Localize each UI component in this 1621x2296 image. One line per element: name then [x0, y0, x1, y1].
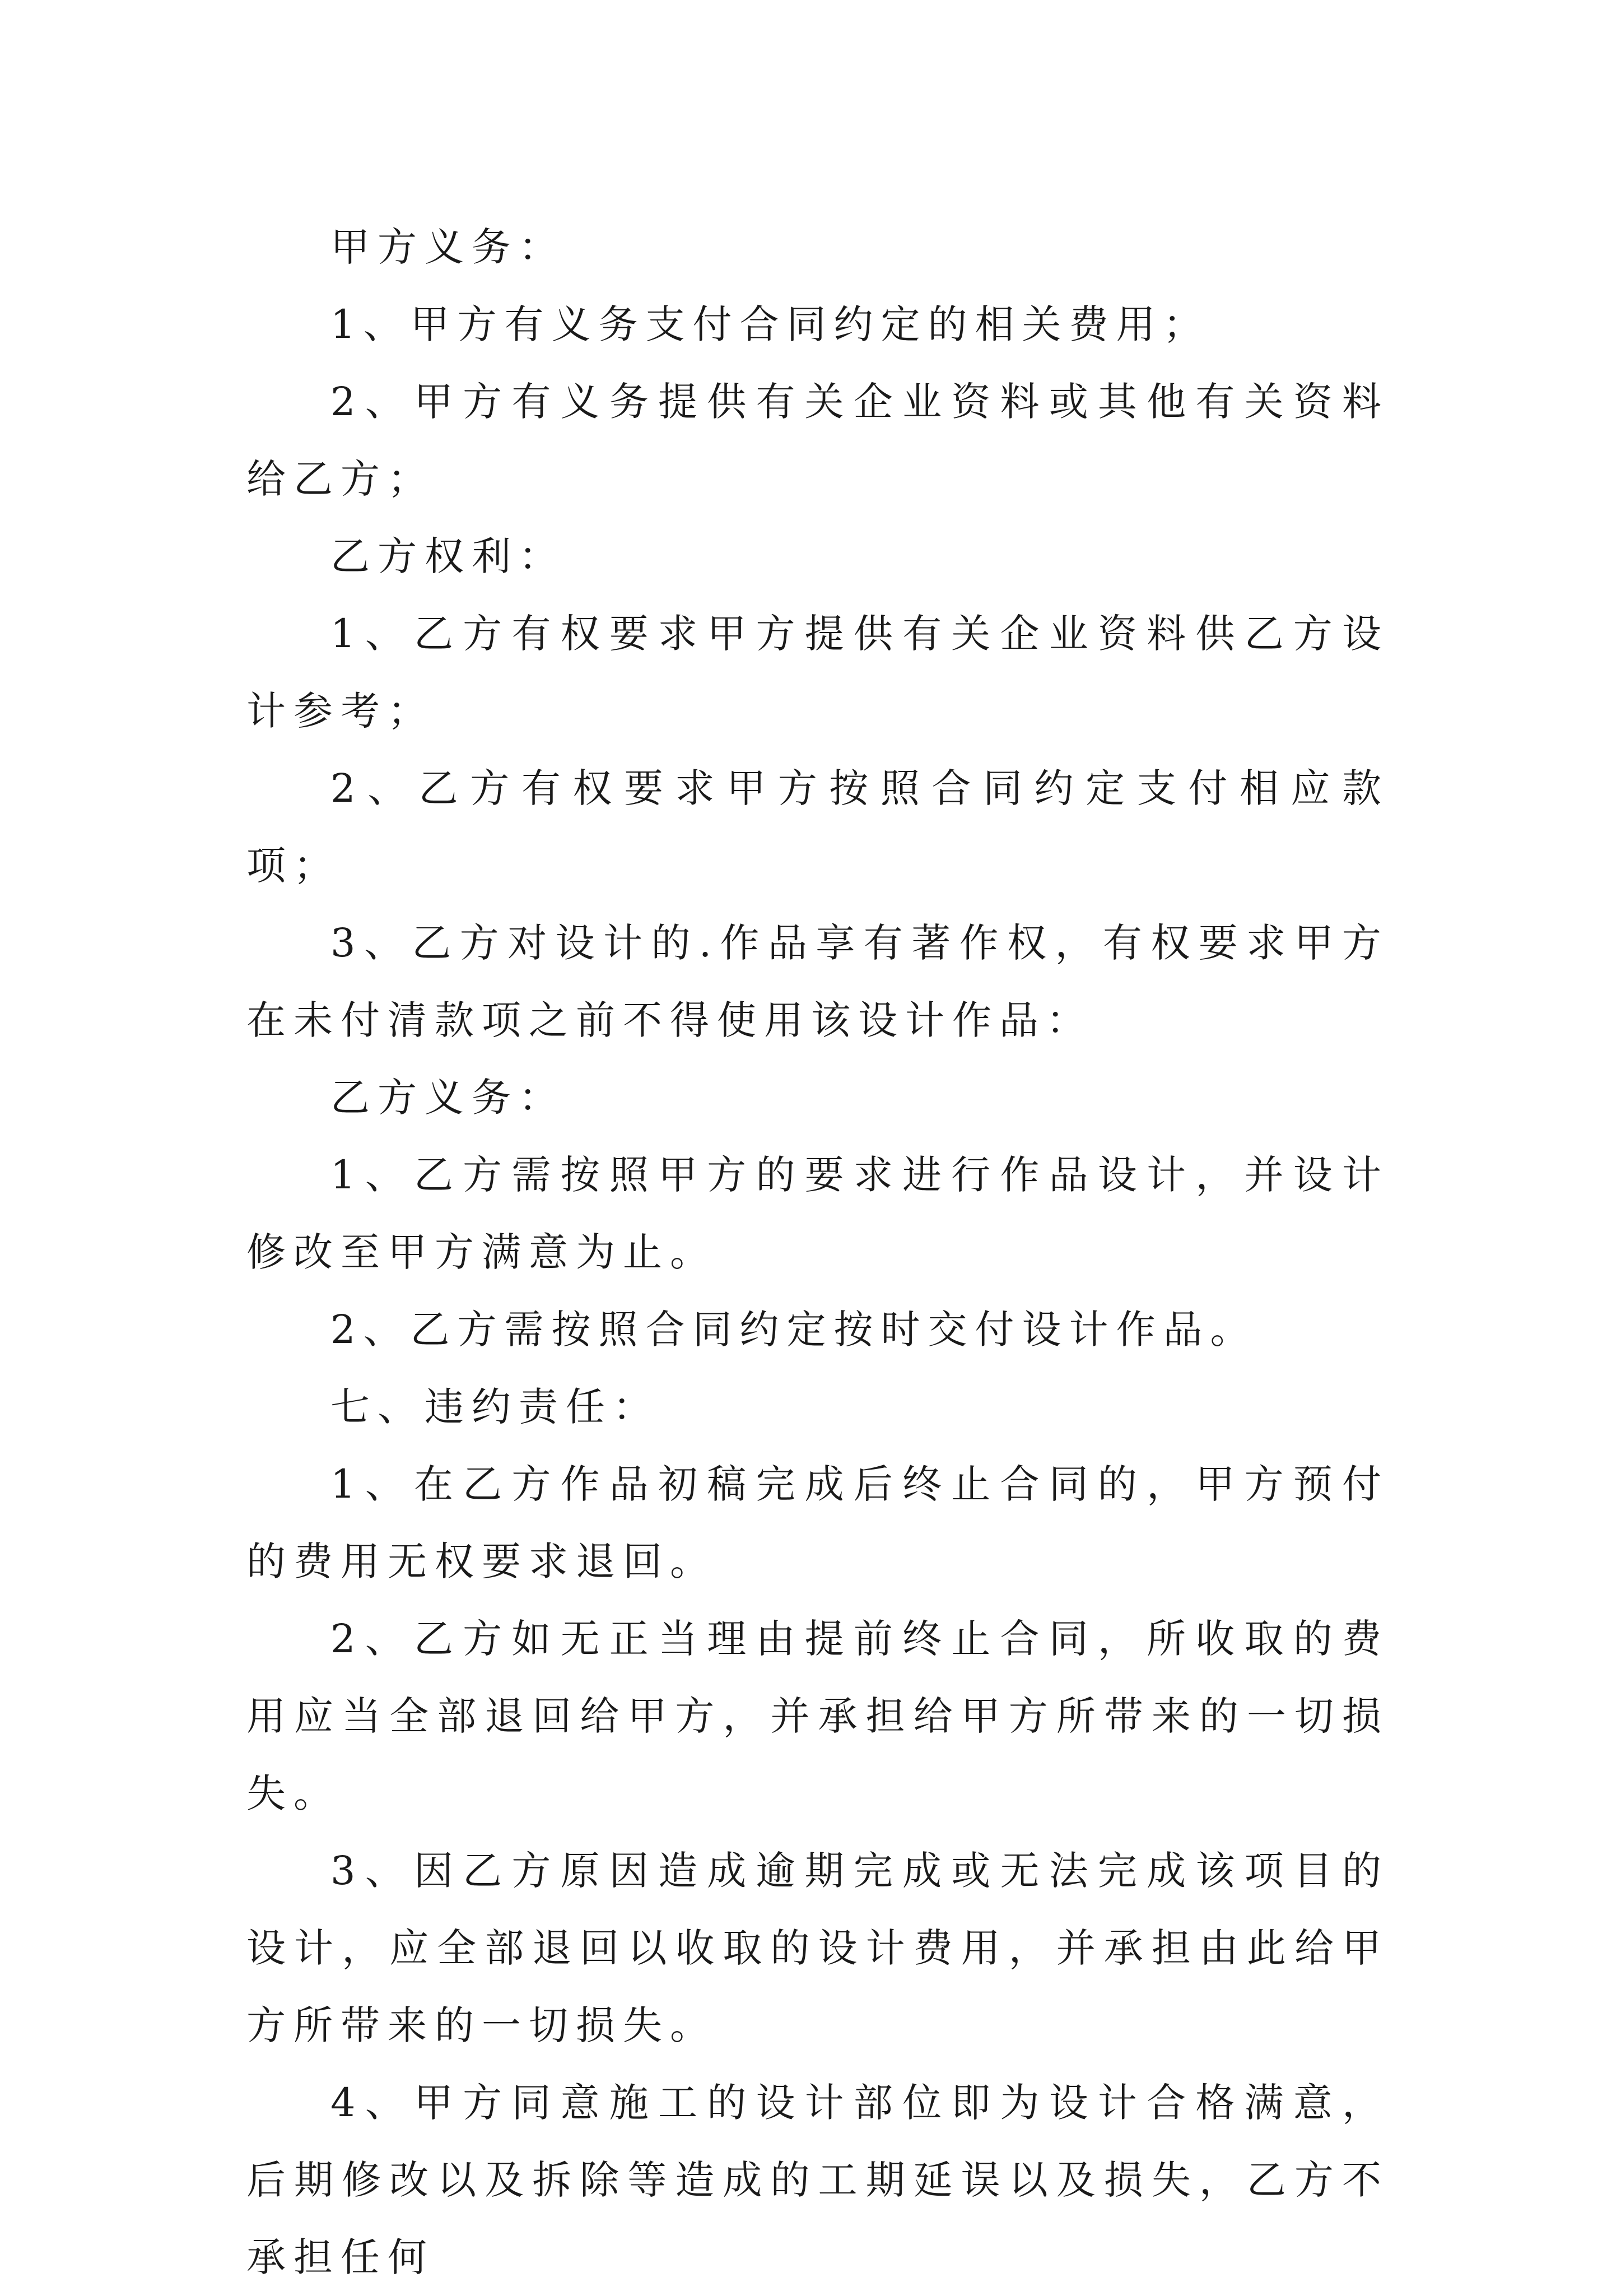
paragraph-breach-3: 3、因乙方原因造成逾期完成或无法完成该项目的设计，应全部退回以收取的设计费用，并承担由此给甲方所带来的一切损失。: [246, 1848, 1389, 2048]
document-body: [246, 208, 1389, 2296]
paragraph-party-a-obligation-1: 1、甲方有义务支付合同约定的相关费用；: [330, 301, 1210, 347]
paragraph-party-a-obligations-heading: 甲方义务：: [330, 224, 566, 270]
paragraph-breach-heading: 七、违约责任：: [330, 1384, 660, 1430]
paragraph-party-b-right-1: 1、乙方有权要求甲方提供有关企业资料供乙方设计参考；: [246, 611, 1389, 734]
paragraph-breach-4: 4、甲方同意施工的设计部位即为设计合格满意，后期修改以及拆除等造成的工期延误以及损失，乙方不承担任何: [246, 2080, 1389, 2280]
paragraph-party-a-obligation-2: 2、甲方有义务提供有关企业资料或其他有关资料给乙方；: [246, 379, 1389, 502]
paragraph-party-b-obligation-1: 1、乙方需按照甲方的要求进行作品设计，并设计修改至甲方满意为止。: [246, 1152, 1389, 1275]
paragraph-breach-2: 2、乙方如无正当理由提前终止合同，所收取的费用应当全部退回给甲方，并承担给甲方所带来的一切损失。: [246, 1616, 1389, 1816]
paragraph-breach-1: 1、在乙方作品初稿完成后终止合同的，甲方预付的费用无权要求退回。: [246, 1461, 1389, 1584]
paragraph-party-b-right-2: 2、乙方有权要求甲方按照合同约定支付相应款项；: [246, 765, 1389, 889]
paragraph-party-b-obligations-heading: 乙方义务：: [330, 1075, 566, 1121]
paragraph-party-b-obligation-2: 2、乙方需按照合同约定按时交付设计作品。: [330, 1307, 1257, 1352]
paragraph-party-b-right-3: 3、乙方对设计的.作品享有著作权，有权要求甲方在未付清款项之前不得使用该设计作品：: [246, 920, 1389, 1043]
paragraph-party-b-rights-heading: 乙方权利：: [330, 533, 566, 579]
